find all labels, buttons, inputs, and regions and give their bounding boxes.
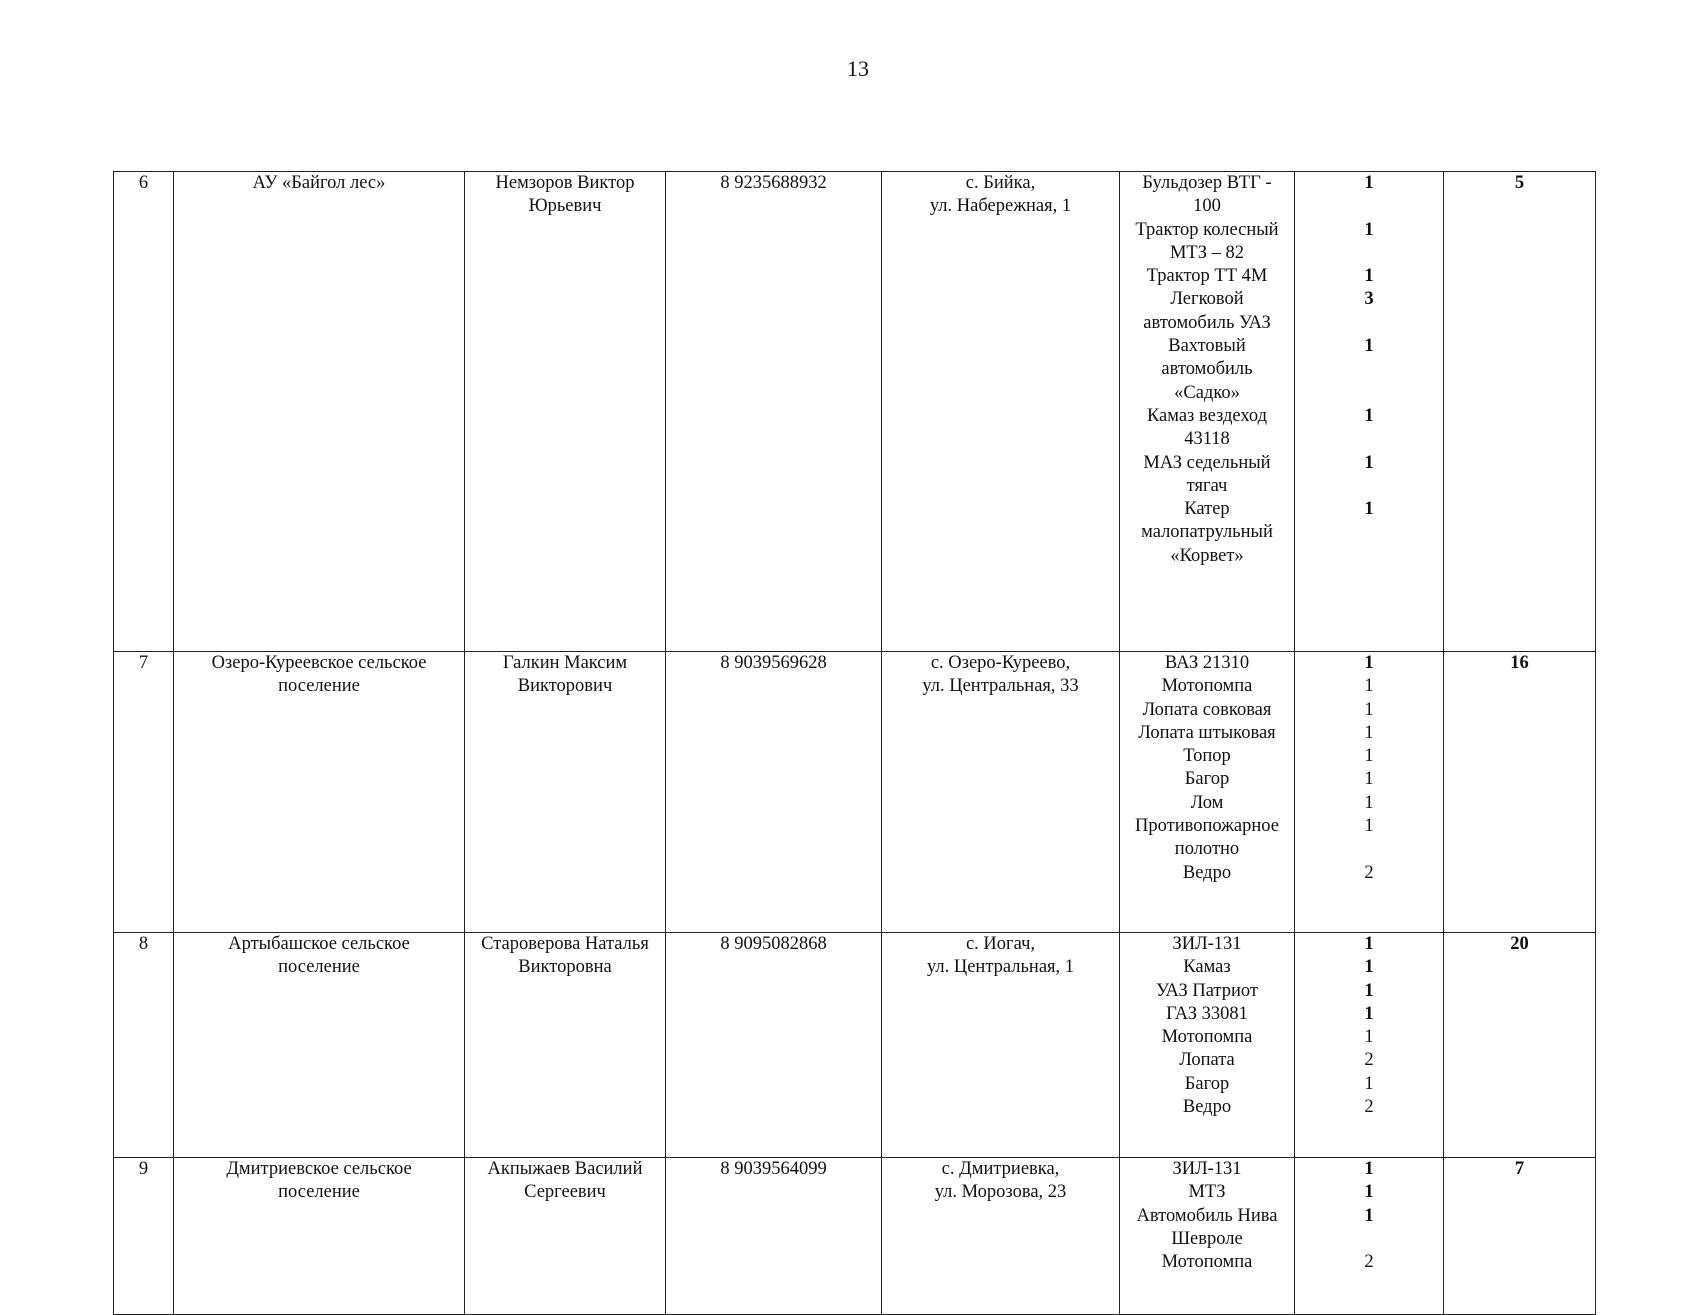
equipment-names-cell [1120,933,1295,1158]
equipment-name: Легковой [1170,289,1244,310]
organization-name: поселение [278,676,360,697]
equipment-name: МТЗ – 82 [1169,242,1245,263]
equipment-name: Ведро [1182,1097,1232,1118]
equipment-name: «Корвет» [1170,545,1244,566]
address-cell [882,1158,1120,1315]
row-number: 6 [138,173,149,193]
equipment-qty: 1 [1364,499,1374,520]
phone-number: 8 9235688932 [720,173,827,193]
total-cell [1444,652,1596,933]
phone-number: 8 9039564099 [720,1159,827,1179]
responsible-person-cell [465,172,666,652]
equipment-name: Трактор ТТ 4М [1146,266,1268,287]
equipment-name: Мотопомпа [1161,676,1253,697]
responsible-person: Викторович [517,676,613,697]
total-value: 7 [1514,1159,1525,1179]
phone-cell [666,172,882,652]
phone-cell [666,652,882,933]
address-line: ул. Набережная, 1 [929,196,1072,217]
equipment-name: Катер [1184,499,1230,520]
equipment-name: тягач [1186,475,1228,496]
row-number: 9 [138,1159,149,1179]
equipment-qty: 1 [1364,746,1374,767]
equipment-name: УАЗ Патриот [1155,980,1258,1001]
phone-cell [666,1158,882,1315]
equipment-name: Багор [1184,769,1230,790]
total-value: 16 [1510,653,1529,673]
responsible-person-cell [465,1158,666,1315]
total-value: 20 [1510,934,1529,954]
address-line: с. Иогач, [965,934,1036,954]
equipment-name: Лопата [1179,1050,1235,1071]
equipment-qty: 1 [1364,1073,1374,1094]
address-cell [882,172,1120,652]
equipment-qty: 1 [1364,173,1374,193]
qty-spacer [1299,545,1439,568]
equipment-qty: 1 [1364,1027,1374,1048]
row-number-cell [114,652,174,933]
equipment-name: автомобиль [1161,359,1253,380]
equipment-name: 100 [1193,196,1221,217]
responsible-person: Галкин Максим [502,653,628,673]
equipment-qty-cell [1295,172,1444,652]
equipment-qty: 1 [1364,1003,1374,1024]
equipment-qty: 1 [1364,405,1374,426]
equipment-qty: 2 [1364,1097,1374,1118]
equipment-name: Лопата штыковая [1138,722,1276,743]
total-cell [1444,1158,1596,1315]
responsible-person: Акпыжаев Василий [487,1159,643,1179]
equipment-qty: 1 [1364,1159,1374,1179]
phone-number: 8 9095082868 [720,934,827,954]
equipment-qty: 1 [1364,266,1374,287]
equipment-name: малопатрульный [1141,522,1273,543]
equipment-name: Топор [1183,746,1231,767]
total-cell [1444,933,1596,1158]
responsible-person: Немзоров Виктор [495,173,635,193]
table-row [114,652,1596,933]
equipment-qty: 1 [1364,934,1374,954]
total-value: 5 [1514,173,1525,193]
equipment-qty: 1 [1364,769,1374,790]
equipment-name: Мотопомпа [1161,1027,1253,1048]
equipment-name: 43118 [1184,429,1230,450]
organization-name: Озеро-Куреевское сельское [211,653,427,673]
organization-name: поселение [278,1182,360,1203]
equipment-name: Камаз [1183,957,1231,978]
equipment-name: Трактор колесный [1135,219,1279,240]
equipment-qty: 1 [1364,653,1374,673]
address-cell [882,652,1120,933]
address-line: с. Озеро-Куреево, [930,653,1071,673]
equipment-name: ВАЗ 21310 [1164,653,1250,673]
equipment-qty: 1 [1364,792,1374,813]
row-number-cell [114,172,174,652]
equipment-name: ГАЗ 33081 [1166,1003,1248,1024]
organization-cell [174,652,465,933]
total-cell [1444,172,1596,652]
equipment-table [113,171,1596,1315]
equipment-qty: 2 [1364,1252,1374,1273]
qty-spacer [1299,358,1439,381]
qty-spacer [1299,312,1439,335]
qty-spacer [1299,475,1439,498]
equipment-name: Багор [1184,1073,1230,1094]
equipment-name: Вахтовый [1168,336,1246,357]
equipment-name: Лом [1190,792,1224,813]
table-row [114,933,1596,1158]
qty-spacer [1299,195,1439,218]
equipment-qty: 2 [1364,1050,1374,1071]
row-number-cell [114,1158,174,1315]
qty-spacer [1299,242,1439,265]
responsible-person-cell [465,652,666,933]
equipment-name: ЗИЛ-131 [1172,934,1242,954]
equipment-qty: 3 [1364,289,1374,310]
equipment-name: Автомобиль Нива [1136,1205,1278,1226]
address-line: с. Бийка, [965,173,1036,193]
equipment-qty: 1 [1364,980,1374,1001]
equipment-name: Камаз вездеход [1146,405,1268,426]
page-number: 13 [847,56,869,81]
equipment-name: Шевроле [1171,1228,1243,1249]
equipment-name: Противопожарное [1135,816,1279,837]
responsible-person: Староверова Наталья [481,934,649,954]
equipment-qty: 1 [1364,676,1374,697]
address-cell [882,933,1120,1158]
organization-name: АУ «Байгол лес» [252,173,386,193]
equipment-qty: 1 [1364,699,1374,720]
organization-cell [174,172,465,652]
organization-name: Артыбашское сельское [228,934,410,954]
equipment-qty: 1 [1364,816,1374,837]
equipment-qty-cell [1295,652,1444,933]
equipment-qty: 1 [1364,336,1374,357]
equipment-name: «Садко» [1174,382,1240,403]
equipment-qty-cell [1295,933,1444,1158]
phone-cell [666,933,882,1158]
row-number: 7 [138,653,149,673]
qty-spacer [1299,838,1439,861]
table-row [114,172,1596,652]
responsible-person: Викторовна [518,957,612,978]
equipment-name: МАЗ седельный [1143,452,1271,473]
equipment-name: МТЗ [1188,1182,1226,1203]
table-row [114,1158,1596,1315]
equipment-qty: 1 [1364,722,1374,743]
row-number: 8 [138,934,149,954]
responsible-person: Юрьевич [528,196,602,217]
row-number-cell [114,933,174,1158]
phone-number: 8 9039569628 [720,653,827,673]
qty-spacer [1299,382,1439,405]
responsible-person: Сергеевич [524,1182,606,1203]
address-line: ул. Центральная, 33 [922,676,1079,697]
equipment-name: Ведро [1182,862,1232,883]
organization-name: Дмитриевское сельское [226,1159,412,1179]
equipment-qty: 1 [1364,1205,1374,1226]
equipment-name: полотно [1174,839,1240,860]
equipment-qty: 2 [1364,862,1374,883]
equipment-names-cell [1120,652,1295,933]
equipment-names-cell [1120,172,1295,652]
organization-name: поселение [278,957,360,978]
address-line: ул. Морозова, 23 [934,1182,1067,1203]
qty-spacer [1299,521,1439,544]
address-line: с. Дмитриевка, [941,1159,1060,1179]
equipment-qty: 1 [1364,452,1374,473]
organization-cell [174,1158,465,1315]
equipment-qty-cell [1295,1158,1444,1315]
organization-cell [174,933,465,1158]
address-line: ул. Центральная, 1 [926,957,1075,978]
equipment-qty: 1 [1364,1182,1374,1203]
qty-spacer [1299,1228,1439,1251]
equipment-name: автомобиль УАЗ [1143,312,1271,333]
responsible-person-cell [465,933,666,1158]
table-body [114,172,1596,1315]
equipment-qty: 1 [1364,219,1374,240]
equipment-name: Бульдозер ВТГ - [1142,173,1272,193]
equipment-name: Лопата совковая [1142,699,1272,720]
equipment-names-cell [1120,1158,1295,1315]
equipment-qty: 1 [1364,957,1374,978]
qty-spacer [1299,428,1439,451]
equipment-name: Мотопомпа [1161,1252,1253,1273]
equipment-name: ЗИЛ-131 [1172,1159,1242,1179]
